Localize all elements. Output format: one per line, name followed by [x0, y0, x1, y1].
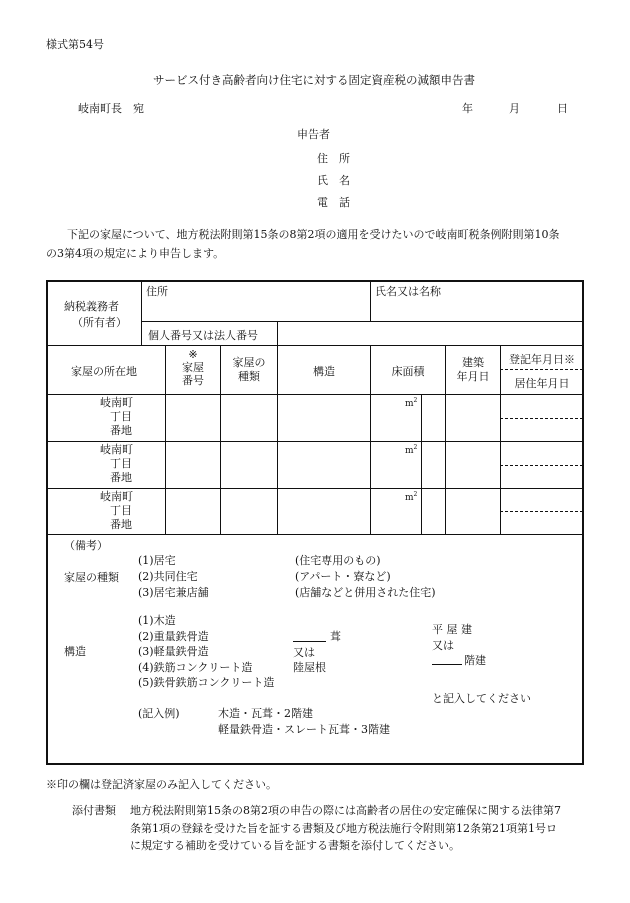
type-list: (1)居宅 (2)共同住宅 (3)居宅兼店舗: [138, 554, 209, 599]
single-story: 平 屋 建: [432, 623, 472, 636]
header-floor-area: 床面積: [391, 365, 425, 378]
row-2-area-unit: $m^2$: [405, 444, 418, 456]
header-resided-date: 居住年月日: [514, 377, 570, 390]
header-house-type: 家屋の 種類: [232, 356, 266, 383]
applicant-phone-label: 電 話: [317, 196, 350, 209]
roof-or: 又は: [293, 646, 315, 659]
header-house-number: ※ 家屋 番号: [182, 348, 204, 387]
addressee: 岐南町長 宛: [78, 102, 144, 115]
applicant-address-label: 住 所: [317, 152, 350, 165]
row-3-area-unit: $m^2$: [405, 491, 418, 503]
fill-instruction: と記入してください: [432, 692, 531, 705]
roof-type: 葺: [330, 630, 341, 643]
row-3-location: 岐南町 丁目 番地: [100, 490, 133, 531]
form-title: サービス付き高齢者向け住宅に対する固定資産税の減額申告書: [153, 73, 475, 87]
taxpayer-address-label: 住所: [146, 285, 168, 298]
example-1: 木造・瓦葺・2階建: [218, 707, 313, 720]
header-location: 家屋の所在地: [71, 365, 137, 378]
row-2-location: 岐南町 丁目 番地: [100, 443, 133, 484]
date-year: 年: [462, 102, 473, 115]
structure-list: (1)木造 (2)重量鉄骨造 (3)軽量鉄骨造 (4)鉄筋コンクリート造 (5)鉄骨鉄筋コンクリート造: [138, 614, 275, 689]
remarks-label: （備考）: [64, 539, 108, 552]
example-2: 軽量鉄骨造・スレート瓦葺・3階建: [218, 723, 390, 736]
taxpayer-label: 納税義務者: [64, 300, 119, 313]
row-1-area-unit: $m^2$: [405, 397, 418, 409]
single-story-or: 又は: [432, 639, 454, 652]
date-month: 月: [509, 102, 520, 115]
header-built-date: 建築 年月日: [456, 356, 490, 383]
flat-roof: 陸屋根: [293, 661, 326, 674]
form-number: 様式第54号: [46, 38, 104, 51]
example-label: (記入例): [138, 707, 180, 720]
owner-label: （所有者）: [72, 316, 127, 329]
header-structure: 構造: [313, 365, 335, 378]
date-day: 日: [557, 102, 568, 115]
header-registered-date: 登記年月日※: [509, 353, 575, 366]
structure-label: 構造: [64, 645, 86, 658]
applicant-label: 申告者: [297, 128, 330, 141]
attachment-text: 地方税法附則第15条の8第2項の申告の際には高齢者の居住の安定確保に関する法律第7 条第1項の登録を受けた旨を証する書類及び地方税法施行令附則第12条第21項第1号ロ に規定する補助を受けている旨を証する書類を添付してください。: [130, 804, 561, 852]
attachment-label: 添付書類: [72, 804, 116, 817]
applicant-name-label: 氏 名: [317, 174, 350, 187]
footnote: ※印の欄は登記済家屋のみ記入してください。: [46, 778, 277, 791]
id-number-label: 個人番号又は法人番号: [148, 329, 258, 342]
row-1-location: 岐南町 丁目 番地: [100, 396, 133, 437]
intro-line-2: の3第4項の規定により申告します。: [46, 247, 225, 260]
taxpayer-name-label: 氏名又は名称: [375, 285, 441, 298]
type-notes: (住宅専用のもの) (アパート・寮など) (店舗などと併用された住宅): [295, 554, 436, 599]
story-count: 階建: [464, 654, 486, 667]
intro-line-1: 下記の家屋について、地方税法附則第15条の8第2項の適用を受けたいので岐南町税条例附則第10条: [67, 228, 560, 241]
type-label: 家屋の種類: [64, 571, 119, 584]
